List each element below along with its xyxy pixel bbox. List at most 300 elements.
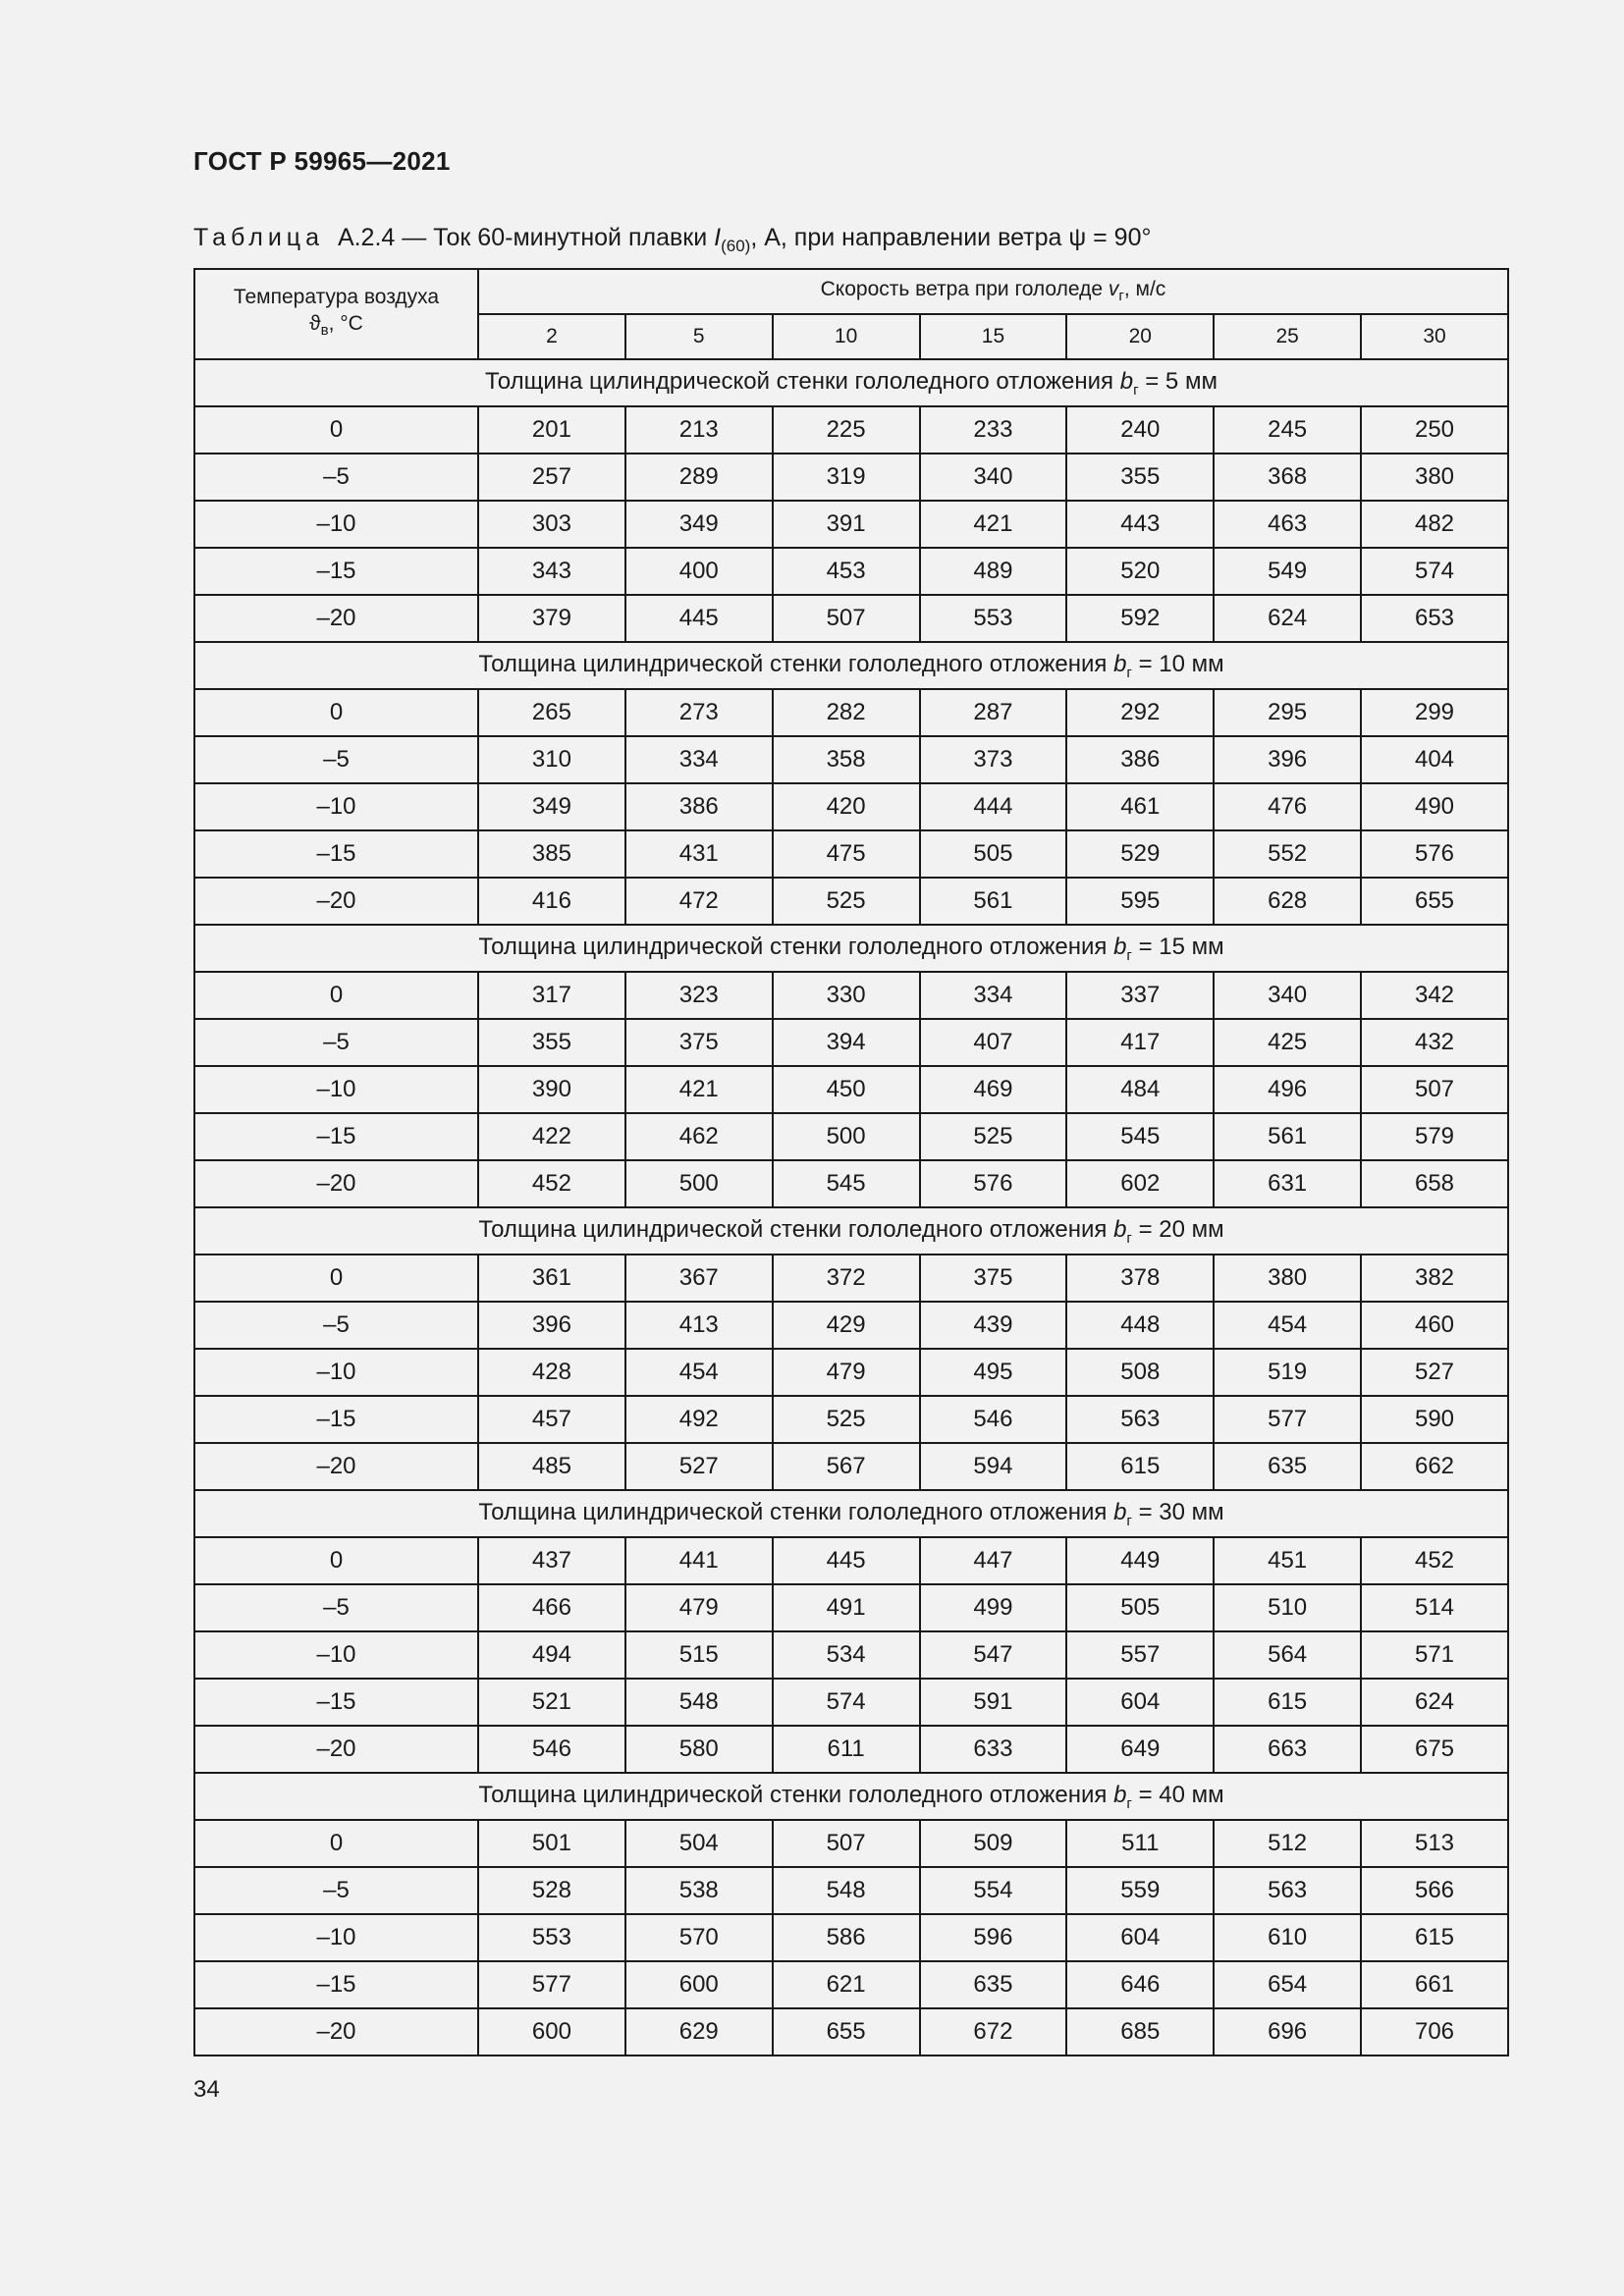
caption-word: Таблица xyxy=(193,224,325,251)
value-cell: 413 xyxy=(625,1302,773,1349)
value-cell: 515 xyxy=(625,1631,773,1679)
value-cell: 452 xyxy=(478,1160,625,1207)
value-cell: 450 xyxy=(773,1066,920,1113)
temp-cell: 0 xyxy=(194,1537,478,1584)
value-cell: 685 xyxy=(1066,2008,1214,2056)
speed-header-20: 20 xyxy=(1066,314,1214,359)
value-cell: 574 xyxy=(773,1679,920,1726)
value-cell: 445 xyxy=(625,595,773,642)
table-row xyxy=(194,1066,1508,1113)
section-header-row xyxy=(194,925,1508,972)
speed-header-2: 2 xyxy=(478,314,625,359)
value-cell: 490 xyxy=(1361,783,1508,830)
value-cell: 330 xyxy=(773,972,920,1019)
value-cell: 373 xyxy=(920,736,1067,783)
value-cell: 273 xyxy=(625,689,773,736)
value-cell: 489 xyxy=(920,548,1067,595)
table-row xyxy=(194,1160,1508,1207)
speed-header-15: 15 xyxy=(920,314,1067,359)
value-cell: 675 xyxy=(1361,1726,1508,1773)
value-cell: 528 xyxy=(478,1867,625,1914)
value-cell: 250 xyxy=(1361,406,1508,454)
value-cell: 400 xyxy=(625,548,773,595)
value-cell: 484 xyxy=(1066,1066,1214,1113)
value-cell: 462 xyxy=(625,1113,773,1160)
value-cell: 485 xyxy=(478,1443,625,1490)
value-cell: 380 xyxy=(1361,454,1508,501)
value-cell: 624 xyxy=(1214,595,1361,642)
value-cell: 559 xyxy=(1066,1867,1214,1914)
temp-cell: –15 xyxy=(194,548,478,595)
value-cell: 577 xyxy=(1214,1396,1361,1443)
value-cell: 422 xyxy=(478,1113,625,1160)
temp-cell: –20 xyxy=(194,1443,478,1490)
value-cell: 461 xyxy=(1066,783,1214,830)
table-row xyxy=(194,1867,1508,1914)
value-cell: 451 xyxy=(1214,1537,1361,1584)
value-cell: 520 xyxy=(1066,548,1214,595)
section-title xyxy=(194,359,1508,406)
section-title-prefix: Толщина цилиндрической стенки гололедного отложения xyxy=(478,650,1114,677)
section-title-var: b xyxy=(1113,1498,1127,1525)
value-cell: 367 xyxy=(625,1255,773,1302)
value-cell: 390 xyxy=(478,1066,625,1113)
value-cell: 417 xyxy=(1066,1019,1214,1066)
value-cell: 514 xyxy=(1361,1584,1508,1631)
value-cell: 658 xyxy=(1361,1160,1508,1207)
value-cell: 310 xyxy=(478,736,625,783)
value-cell: 445 xyxy=(773,1537,920,1584)
value-cell: 574 xyxy=(1361,548,1508,595)
temp-column-header xyxy=(194,269,478,359)
value-cell: 245 xyxy=(1214,406,1361,454)
value-cell: 453 xyxy=(773,548,920,595)
section-title xyxy=(194,642,1508,689)
table-row xyxy=(194,736,1508,783)
value-cell: 225 xyxy=(773,406,920,454)
value-cell: 501 xyxy=(478,1820,625,1867)
value-cell: 538 xyxy=(625,1867,773,1914)
value-cell: 649 xyxy=(1066,1726,1214,1773)
value-cell: 375 xyxy=(920,1255,1067,1302)
value-cell: 463 xyxy=(1214,501,1361,548)
value-cell: 563 xyxy=(1214,1867,1361,1914)
value-cell: 449 xyxy=(1066,1537,1214,1584)
speed-header-5: 5 xyxy=(625,314,773,359)
value-cell: 561 xyxy=(1214,1113,1361,1160)
table-row xyxy=(194,1019,1508,1066)
value-cell: 491 xyxy=(773,1584,920,1631)
value-cell: 706 xyxy=(1361,2008,1508,2056)
value-cell: 552 xyxy=(1214,830,1361,878)
table-body xyxy=(194,359,1508,2056)
value-cell: 396 xyxy=(478,1302,625,1349)
value-cell: 282 xyxy=(773,689,920,736)
temp-cell: –10 xyxy=(194,1914,478,1961)
value-cell: 586 xyxy=(773,1914,920,1961)
table-row xyxy=(194,406,1508,454)
value-cell: 429 xyxy=(773,1302,920,1349)
section-title-sub: г xyxy=(1133,381,1139,399)
value-cell: 507 xyxy=(773,595,920,642)
value-cell: 454 xyxy=(625,1349,773,1396)
value-cell: 337 xyxy=(1066,972,1214,1019)
temp-cell: –5 xyxy=(194,1019,478,1066)
value-cell: 386 xyxy=(625,783,773,830)
caption-var: I xyxy=(714,224,722,251)
value-cell: 653 xyxy=(1361,595,1508,642)
section-title-suffix: = 20 мм xyxy=(1131,1215,1224,1243)
temp-cell: –15 xyxy=(194,830,478,878)
temp-cell: –15 xyxy=(194,1961,478,2008)
value-cell: 635 xyxy=(1214,1443,1361,1490)
value-cell: 334 xyxy=(625,736,773,783)
temp-header-symbol: ϑ xyxy=(309,312,321,336)
value-cell: 386 xyxy=(1066,736,1214,783)
document-header: ГОСТ Р 59965—2021 xyxy=(193,146,451,176)
caption-text: А.2.4 — Ток 60-минутной плавки xyxy=(337,224,715,251)
value-cell: 372 xyxy=(773,1255,920,1302)
value-cell: 472 xyxy=(625,878,773,925)
value-cell: 662 xyxy=(1361,1443,1508,1490)
value-cell: 554 xyxy=(920,1867,1067,1914)
temp-cell: –15 xyxy=(194,1113,478,1160)
value-cell: 545 xyxy=(1066,1113,1214,1160)
value-cell: 661 xyxy=(1361,1961,1508,2008)
value-cell: 292 xyxy=(1066,689,1214,736)
value-cell: 519 xyxy=(1214,1349,1361,1396)
value-cell: 615 xyxy=(1214,1679,1361,1726)
table-row xyxy=(194,548,1508,595)
value-cell: 476 xyxy=(1214,783,1361,830)
value-cell: 495 xyxy=(920,1349,1067,1396)
value-cell: 375 xyxy=(625,1019,773,1066)
section-title-suffix: = 30 мм xyxy=(1131,1498,1224,1525)
section-title xyxy=(194,1207,1508,1255)
value-cell: 319 xyxy=(773,454,920,501)
section-title xyxy=(194,1773,1508,1820)
value-cell: 604 xyxy=(1066,1679,1214,1726)
value-cell: 580 xyxy=(625,1726,773,1773)
value-cell: 510 xyxy=(1214,1584,1361,1631)
section-title-suffix: = 15 мм xyxy=(1131,933,1224,960)
section-title-suffix: = 40 мм xyxy=(1131,1781,1224,1808)
table-row xyxy=(194,1961,1508,2008)
value-cell: 385 xyxy=(478,830,625,878)
temp-cell: –10 xyxy=(194,1066,478,1113)
value-cell: 505 xyxy=(1066,1584,1214,1631)
value-cell: 323 xyxy=(625,972,773,1019)
temp-cell: –20 xyxy=(194,2008,478,2056)
speed-header-unit: , м/с xyxy=(1123,278,1166,301)
value-cell: 509 xyxy=(920,1820,1067,1867)
value-cell: 615 xyxy=(1361,1914,1508,1961)
table-row xyxy=(194,1679,1508,1726)
table-row xyxy=(194,1537,1508,1584)
value-cell: 317 xyxy=(478,972,625,1019)
table-row xyxy=(194,1443,1508,1490)
value-cell: 513 xyxy=(1361,1820,1508,1867)
temp-header-line1: Температура воздуха xyxy=(233,286,440,309)
temp-cell: –5 xyxy=(194,1584,478,1631)
value-cell: 571 xyxy=(1361,1631,1508,1679)
table-row xyxy=(194,1113,1508,1160)
value-cell: 343 xyxy=(478,548,625,595)
temp-cell: –15 xyxy=(194,1679,478,1726)
section-title-suffix: = 10 мм xyxy=(1131,650,1224,677)
table-row xyxy=(194,1584,1508,1631)
value-cell: 257 xyxy=(478,454,625,501)
value-cell: 379 xyxy=(478,595,625,642)
value-cell: 460 xyxy=(1361,1302,1508,1349)
data-table xyxy=(193,268,1509,2056)
table-row xyxy=(194,595,1508,642)
value-cell: 594 xyxy=(920,1443,1067,1490)
section-title-sub: г xyxy=(1126,1512,1132,1529)
value-cell: 428 xyxy=(478,1349,625,1396)
value-cell: 469 xyxy=(920,1066,1067,1113)
section-title-var: b xyxy=(1113,933,1127,960)
table-row xyxy=(194,1255,1508,1302)
value-cell: 570 xyxy=(625,1914,773,1961)
speed-header-30: 30 xyxy=(1361,314,1508,359)
value-cell: 576 xyxy=(1361,830,1508,878)
value-cell: 654 xyxy=(1214,1961,1361,2008)
speed-header-var: v xyxy=(1108,278,1119,301)
value-cell: 548 xyxy=(625,1679,773,1726)
table-row xyxy=(194,1349,1508,1396)
section-title-sub: г xyxy=(1126,946,1132,964)
value-cell: 421 xyxy=(920,501,1067,548)
value-cell: 299 xyxy=(1361,689,1508,736)
table-row xyxy=(194,1914,1508,1961)
table-caption xyxy=(193,224,1151,256)
value-cell: 482 xyxy=(1361,501,1508,548)
value-cell: 546 xyxy=(920,1396,1067,1443)
value-cell: 425 xyxy=(1214,1019,1361,1066)
value-cell: 380 xyxy=(1214,1255,1361,1302)
value-cell: 265 xyxy=(478,689,625,736)
section-title-sub: г xyxy=(1126,1794,1132,1812)
value-cell: 303 xyxy=(478,501,625,548)
speed-header-25: 25 xyxy=(1214,314,1361,359)
value-cell: 564 xyxy=(1214,1631,1361,1679)
value-cell: 233 xyxy=(920,406,1067,454)
value-cell: 512 xyxy=(1214,1820,1361,1867)
value-cell: 340 xyxy=(1214,972,1361,1019)
value-cell: 443 xyxy=(1066,501,1214,548)
value-cell: 566 xyxy=(1361,1867,1508,1914)
section-header-row xyxy=(194,359,1508,406)
value-cell: 448 xyxy=(1066,1302,1214,1349)
value-cell: 349 xyxy=(478,783,625,830)
temp-cell: –10 xyxy=(194,1349,478,1396)
value-cell: 567 xyxy=(773,1443,920,1490)
value-cell: 358 xyxy=(773,736,920,783)
value-cell: 655 xyxy=(773,2008,920,2056)
section-title xyxy=(194,1490,1508,1537)
temp-cell: –5 xyxy=(194,454,478,501)
table-row xyxy=(194,878,1508,925)
section-title xyxy=(194,925,1508,972)
value-cell: 525 xyxy=(920,1113,1067,1160)
speed-header-text: Скорость ветра при гололеде xyxy=(820,278,1109,301)
value-cell: 633 xyxy=(920,1726,1067,1773)
value-cell: 404 xyxy=(1361,736,1508,783)
temp-cell: –5 xyxy=(194,1302,478,1349)
value-cell: 631 xyxy=(1214,1160,1361,1207)
speed-header-sub: г xyxy=(1118,288,1124,305)
value-cell: 361 xyxy=(478,1255,625,1302)
value-cell: 447 xyxy=(920,1537,1067,1584)
value-cell: 546 xyxy=(478,1726,625,1773)
value-cell: 615 xyxy=(1066,1443,1214,1490)
value-cell: 479 xyxy=(773,1349,920,1396)
page-number: 34 xyxy=(193,2076,220,2103)
value-cell: 441 xyxy=(625,1537,773,1584)
value-cell: 499 xyxy=(920,1584,1067,1631)
value-cell: 496 xyxy=(1214,1066,1361,1113)
value-cell: 500 xyxy=(625,1160,773,1207)
value-cell: 368 xyxy=(1214,454,1361,501)
header-row-1 xyxy=(194,269,1508,314)
value-cell: 355 xyxy=(478,1019,625,1066)
value-cell: 500 xyxy=(773,1113,920,1160)
value-cell: 504 xyxy=(625,1820,773,1867)
value-cell: 553 xyxy=(920,595,1067,642)
section-title-prefix: Толщина цилиндрической стенки гололедного отложения xyxy=(485,367,1120,395)
value-cell: 534 xyxy=(773,1631,920,1679)
value-cell: 547 xyxy=(920,1631,1067,1679)
section-header-row xyxy=(194,642,1508,689)
value-cell: 624 xyxy=(1361,1679,1508,1726)
table-row xyxy=(194,1820,1508,1867)
value-cell: 604 xyxy=(1066,1914,1214,1961)
value-cell: 621 xyxy=(773,1961,920,2008)
value-cell: 431 xyxy=(625,830,773,878)
value-cell: 590 xyxy=(1361,1396,1508,1443)
section-title-var: b xyxy=(1119,367,1134,395)
temp-cell: –10 xyxy=(194,501,478,548)
temp-cell: –5 xyxy=(194,736,478,783)
value-cell: 511 xyxy=(1066,1820,1214,1867)
value-cell: 561 xyxy=(920,878,1067,925)
value-cell: 289 xyxy=(625,454,773,501)
section-header-row xyxy=(194,1773,1508,1820)
section-title-sub: г xyxy=(1126,1229,1132,1247)
value-cell: 521 xyxy=(478,1679,625,1726)
value-cell: 382 xyxy=(1361,1255,1508,1302)
caption-sub: (60) xyxy=(721,237,751,255)
section-title-var: b xyxy=(1113,1781,1127,1808)
speed-group-header xyxy=(478,269,1508,314)
value-cell: 507 xyxy=(773,1820,920,1867)
value-cell: 378 xyxy=(1066,1255,1214,1302)
section-title-var: b xyxy=(1113,1215,1127,1243)
value-cell: 548 xyxy=(773,1867,920,1914)
value-cell: 213 xyxy=(625,406,773,454)
value-cell: 508 xyxy=(1066,1349,1214,1396)
value-cell: 610 xyxy=(1214,1914,1361,1961)
value-cell: 591 xyxy=(920,1679,1067,1726)
value-cell: 600 xyxy=(478,2008,625,2056)
value-cell: 600 xyxy=(625,1961,773,2008)
value-cell: 287 xyxy=(920,689,1067,736)
value-cell: 529 xyxy=(1066,830,1214,878)
value-cell: 545 xyxy=(773,1160,920,1207)
temp-cell: –10 xyxy=(194,1631,478,1679)
value-cell: 505 xyxy=(920,830,1067,878)
value-cell: 201 xyxy=(478,406,625,454)
value-cell: 655 xyxy=(1361,878,1508,925)
value-cell: 563 xyxy=(1066,1396,1214,1443)
table-row xyxy=(194,501,1508,548)
value-cell: 420 xyxy=(773,783,920,830)
value-cell: 396 xyxy=(1214,736,1361,783)
temp-cell: –5 xyxy=(194,1867,478,1914)
section-title-var: b xyxy=(1113,650,1127,677)
value-cell: 557 xyxy=(1066,1631,1214,1679)
table-row xyxy=(194,1631,1508,1679)
temp-header-sub: в xyxy=(320,322,329,340)
table-row xyxy=(194,2008,1508,2056)
value-cell: 295 xyxy=(1214,689,1361,736)
caption-text-end: , А, при направлении ветра ψ = 90° xyxy=(750,224,1152,251)
value-cell: 334 xyxy=(920,972,1067,1019)
temp-cell: –10 xyxy=(194,783,478,830)
value-cell: 421 xyxy=(625,1066,773,1113)
table-row xyxy=(194,1396,1508,1443)
temp-cell: –20 xyxy=(194,878,478,925)
value-cell: 349 xyxy=(625,501,773,548)
section-title-suffix: = 5 мм xyxy=(1138,367,1218,395)
temp-cell: 0 xyxy=(194,406,478,454)
section-header-row xyxy=(194,1207,1508,1255)
value-cell: 466 xyxy=(478,1584,625,1631)
value-cell: 340 xyxy=(920,454,1067,501)
value-cell: 596 xyxy=(920,1914,1067,1961)
temp-cell: –20 xyxy=(194,1726,478,1773)
value-cell: 527 xyxy=(625,1443,773,1490)
temp-cell: 0 xyxy=(194,972,478,1019)
value-cell: 457 xyxy=(478,1396,625,1443)
section-title-prefix: Толщина цилиндрической стенки гололедного отложения xyxy=(478,1781,1114,1808)
temp-header-unit: , °С xyxy=(328,312,363,336)
table-row xyxy=(194,830,1508,878)
speed-header-10: 10 xyxy=(773,314,920,359)
value-cell: 629 xyxy=(625,2008,773,2056)
value-cell: 494 xyxy=(478,1631,625,1679)
value-cell: 696 xyxy=(1214,2008,1361,2056)
value-cell: 602 xyxy=(1066,1160,1214,1207)
value-cell: 475 xyxy=(773,830,920,878)
value-cell: 577 xyxy=(478,1961,625,2008)
value-cell: 549 xyxy=(1214,548,1361,595)
section-title-prefix: Толщина цилиндрической стенки гололедного отложения xyxy=(478,1215,1114,1243)
value-cell: 391 xyxy=(773,501,920,548)
value-cell: 525 xyxy=(773,878,920,925)
value-cell: 595 xyxy=(1066,878,1214,925)
section-title-prefix: Толщина цилиндрической стенки гололедного отложения xyxy=(478,933,1114,960)
temp-cell: 0 xyxy=(194,1255,478,1302)
value-cell: 355 xyxy=(1066,454,1214,501)
value-cell: 492 xyxy=(625,1396,773,1443)
section-header-row xyxy=(194,1490,1508,1537)
value-cell: 611 xyxy=(773,1726,920,1773)
value-cell: 452 xyxy=(1361,1537,1508,1584)
table-row xyxy=(194,972,1508,1019)
value-cell: 407 xyxy=(920,1019,1067,1066)
